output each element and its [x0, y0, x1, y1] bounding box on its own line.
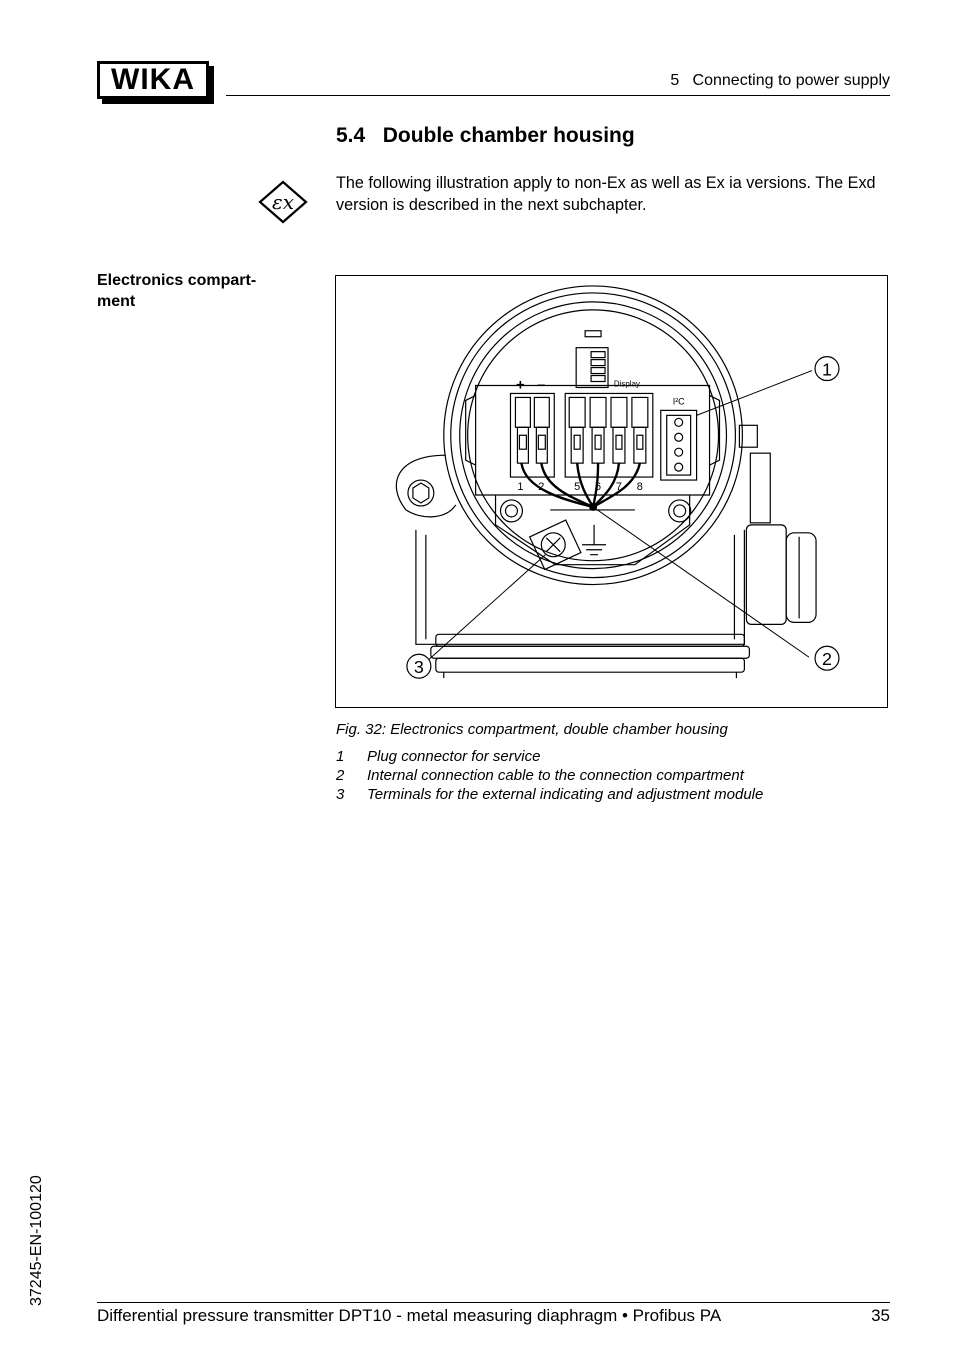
legend-text: Internal connection cable to the connection compartment: [367, 767, 744, 784]
display-label: Display: [613, 379, 640, 389]
legend-item: [336, 747, 896, 766]
legend-number: 2: [336, 767, 345, 784]
minus-label: –: [537, 376, 546, 394]
section-title: 5.4 Double chamber housing: [336, 124, 635, 147]
footer-rule: [97, 1302, 890, 1303]
side-label-electronics: Electronics compart- ment: [97, 272, 257, 310]
legend-item: [336, 785, 896, 804]
footer-title: Differential pressure transmitter DPT10 - metal measuring diaphragm • Profibus PA: [97, 1306, 722, 1325]
housing-drawing: [336, 276, 887, 707]
terminal-5-label: 5: [574, 481, 581, 494]
terminal-7-label: 7: [615, 481, 623, 494]
logo-text: WIKA: [111, 63, 195, 96]
terminal-6-label: 6: [595, 481, 602, 494]
callout-3-label: 3: [413, 657, 424, 678]
header-rule: [226, 95, 890, 96]
figure-legend: [336, 747, 896, 804]
page-number: 35: [871, 1306, 890, 1325]
callout-1-label: 1: [822, 359, 832, 380]
intro-paragraph: The following illustration apply to non-Ex as well as Ex ia versions. The Exd version is described in the next subchapter.: [336, 174, 876, 214]
i2c-label: I²C: [672, 396, 685, 407]
document-number: 37245-EN-100120: [28, 1175, 45, 1306]
figure-caption: Fig. 32: Electronics compartment, double chamber housing: [336, 721, 728, 738]
legend-text: Terminals for the external indicating and adjustment module: [367, 786, 764, 803]
legend-number: 1: [336, 748, 345, 765]
figure-electronics-compartment: [335, 275, 888, 708]
legend-item: [336, 766, 896, 785]
ex-atex-icon: [258, 180, 308, 224]
chapter-header: 5 Connecting to power supply: [670, 72, 890, 89]
legend-number: 3: [336, 786, 345, 803]
terminal-1-label: 1: [517, 481, 524, 494]
terminal-2-label: 2: [538, 481, 545, 494]
terminal-8-label: 8: [636, 481, 643, 494]
legend-text: Plug connector for service: [367, 748, 541, 765]
plus-label: +: [516, 376, 525, 394]
svg-text:εx: εx: [271, 190, 295, 214]
callout-2-label: 2: [822, 649, 832, 670]
wika-logo: [97, 61, 209, 99]
